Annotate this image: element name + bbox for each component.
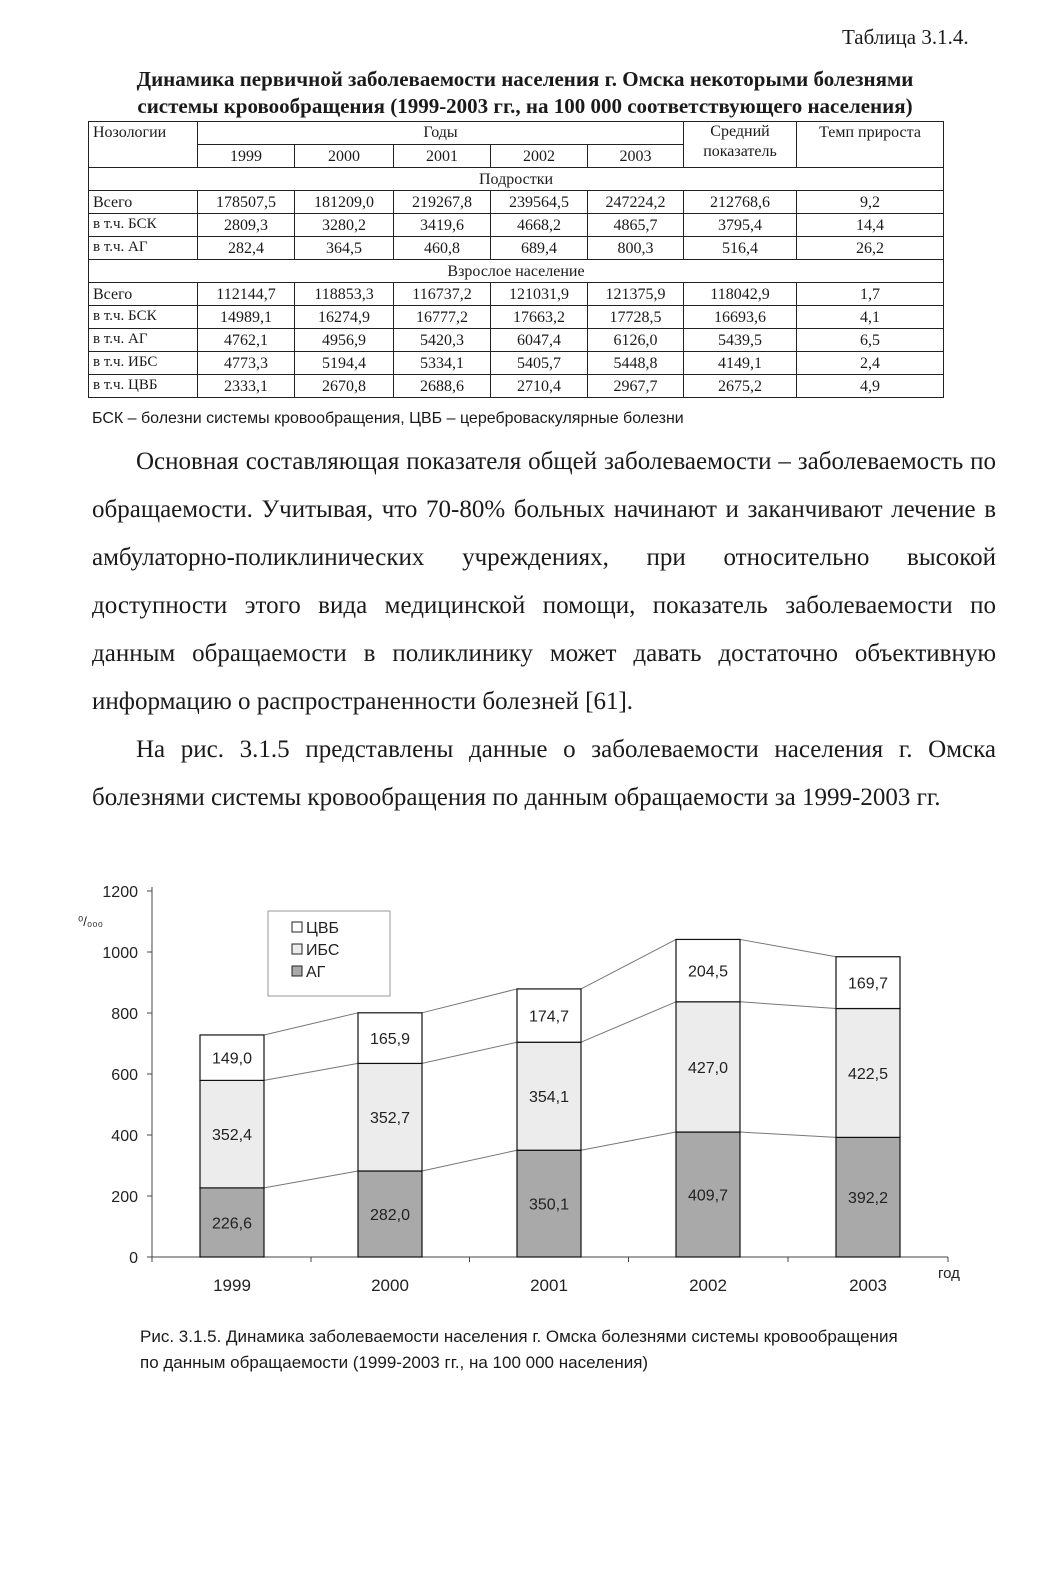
value-cell: 121375,9 bbox=[588, 283, 684, 306]
y-tick-label: 600 bbox=[111, 1067, 138, 1084]
y-tick-label: 1000 bbox=[102, 945, 138, 962]
average-cell: 516,4 bbox=[684, 237, 797, 260]
value-cell: 4956,9 bbox=[295, 329, 394, 352]
value-cell: 4773,3 bbox=[198, 352, 295, 375]
value-cell: 2670,8 bbox=[295, 375, 394, 398]
average-cell: 2675,2 bbox=[684, 375, 797, 398]
bar-value-label: 169,7 bbox=[847, 975, 889, 993]
y-axis-unit-label: ⁰/₀₀₀ bbox=[78, 914, 104, 929]
row-label: в т.ч. БСК bbox=[89, 306, 198, 329]
section-title: Взрослое население bbox=[89, 260, 944, 283]
bar-value-label: 409,7 bbox=[687, 1187, 729, 1205]
legend-entry: ЦВБ bbox=[306, 920, 340, 937]
growth-cell: 6,5 bbox=[797, 329, 944, 352]
bar-value-label: 422,5 bbox=[847, 1065, 889, 1083]
x-category-label: 1999 bbox=[213, 1276, 251, 1295]
value-cell: 3419,6 bbox=[394, 214, 491, 237]
figure-caption: Рис. 3.1.5. Динамика заболеваемости населения г. Омска болезнями системы кровообращения по данным обращаемости (1999-2003 гг., на 100 000 населения) bbox=[140, 1327, 898, 1372]
header-years: Годы bbox=[198, 122, 684, 145]
value-cell: 121031,9 bbox=[491, 283, 588, 306]
table-caption-line-1: Динамика первичной заболеваемости населения г. Омска некоторыми болезнями bbox=[136, 67, 914, 91]
row-label: в т.ч. ИБС bbox=[89, 352, 198, 375]
value-cell: 178507,5 bbox=[198, 191, 295, 214]
table-row bbox=[89, 375, 944, 398]
value-cell: 14989,1 bbox=[198, 306, 295, 329]
bar-value-label: 350,1 bbox=[528, 1196, 570, 1214]
growth-cell: 14,4 bbox=[797, 214, 944, 237]
table-row bbox=[89, 352, 944, 375]
value-cell: 6047,4 bbox=[491, 329, 588, 352]
series-connector-line bbox=[264, 1063, 358, 1080]
row-label: Всего bbox=[89, 283, 198, 306]
series-connector-line bbox=[581, 939, 676, 989]
growth-cell: 9,2 bbox=[797, 191, 944, 214]
growth-cell: 4,9 bbox=[797, 375, 944, 398]
bar-value-label: 392,2 bbox=[847, 1190, 889, 1208]
x-category-label: 2001 bbox=[530, 1276, 568, 1295]
growth-cell: 4,1 bbox=[797, 306, 944, 329]
y-tick-label: 400 bbox=[111, 1128, 138, 1145]
table-footnote: БСК – болезни системы кровообращения, ЦВБ – цереброваскулярные болезни bbox=[92, 410, 684, 427]
bar-value-label: 427,0 bbox=[687, 1059, 729, 1077]
row-label: Всего bbox=[89, 191, 198, 214]
average-cell: 118042,9 bbox=[684, 283, 797, 306]
value-cell: 5334,1 bbox=[394, 352, 491, 375]
value-cell: 4668,2 bbox=[491, 214, 588, 237]
header-nosology: Нозологии bbox=[89, 122, 198, 168]
table-caption bbox=[60, 66, 990, 120]
value-cell: 689,4 bbox=[491, 237, 588, 260]
legend-swatch bbox=[292, 944, 302, 954]
y-tick-label: 800 bbox=[111, 1006, 138, 1023]
value-cell: 5194,4 bbox=[295, 352, 394, 375]
header-average: Средний показатель bbox=[684, 122, 797, 168]
average-cell: 16693,6 bbox=[684, 306, 797, 329]
legend-swatch bbox=[292, 966, 302, 976]
paragraph-1: Основная составляющая показателя общей заболеваемости – заболеваемость по обращаемости. Учитывая, что 70-80% больных начинают и заканчивают лечение в амбулаторно-поликлинических учреждениях, при относительно высокой доступности этого вида медицинской помощи, показатель заболеваемости по данным обращаемости в поликлинику может давать достаточно объективную информацию о распространенности болезней [61]. bbox=[92, 448, 996, 715]
growth-cell: 26,2 bbox=[797, 237, 944, 260]
value-cell: 364,5 bbox=[295, 237, 394, 260]
header-year: 1999 bbox=[198, 145, 295, 168]
value-cell: 4762,1 bbox=[198, 329, 295, 352]
bar-value-label: 149,0 bbox=[211, 1050, 253, 1068]
legend-entry: ИБС bbox=[306, 942, 340, 959]
series-connector-line bbox=[740, 1002, 836, 1009]
header-year: 2003 bbox=[588, 145, 684, 168]
section-title: Подростки bbox=[89, 168, 944, 191]
table-row bbox=[89, 306, 944, 329]
series-connector-line bbox=[581, 1002, 676, 1042]
series-connector-line bbox=[422, 1042, 517, 1063]
table-caption-line-2: системы кровообращения (1999-2003 гг., на 100 000 соответствующего населения) bbox=[137, 94, 913, 118]
value-cell: 181209,0 bbox=[295, 191, 394, 214]
value-cell: 247224,2 bbox=[588, 191, 684, 214]
average-cell: 3795,4 bbox=[684, 214, 797, 237]
stacked-bar-chart bbox=[70, 876, 970, 1316]
value-cell: 17728,5 bbox=[588, 306, 684, 329]
value-cell: 112144,7 bbox=[198, 283, 295, 306]
bar-value-label: 352,7 bbox=[369, 1110, 411, 1128]
paragraph-2: На рис. 3.1.5 представлены данные о заболеваемости населения г. Омска болезнями системы кровообращения по данным обращаемости за 1999-2003 гг. bbox=[92, 736, 996, 811]
morbidity-table bbox=[88, 121, 944, 398]
value-cell: 460,8 bbox=[394, 237, 491, 260]
header-year: 2001 bbox=[394, 145, 491, 168]
table-row bbox=[89, 214, 944, 237]
value-cell: 239564,5 bbox=[491, 191, 588, 214]
value-cell: 2809,3 bbox=[198, 214, 295, 237]
bar-value-label: 165,9 bbox=[369, 1031, 411, 1049]
bar-value-label: 352,4 bbox=[211, 1127, 253, 1145]
row-label: в т.ч. ЦВБ bbox=[89, 375, 198, 398]
value-cell: 282,4 bbox=[198, 237, 295, 260]
average-cell: 4149,1 bbox=[684, 352, 797, 375]
row-label: в т.ч. БСК bbox=[89, 214, 198, 237]
bar-value-label: 354,1 bbox=[528, 1089, 570, 1107]
bar-value-label: 204,5 bbox=[687, 963, 729, 981]
series-connector-line bbox=[581, 1132, 676, 1150]
value-cell: 16777,2 bbox=[394, 306, 491, 329]
y-tick-label: 0 bbox=[129, 1250, 138, 1267]
table-row bbox=[89, 329, 944, 352]
bar-value-label: 226,6 bbox=[211, 1215, 253, 1233]
value-cell: 2688,6 bbox=[394, 375, 491, 398]
table-row bbox=[89, 283, 944, 306]
table-number-label: Таблица 3.1.4. bbox=[842, 25, 969, 49]
average-cell: 212768,6 bbox=[684, 191, 797, 214]
value-cell: 3280,2 bbox=[295, 214, 394, 237]
average-cell: 5439,5 bbox=[684, 329, 797, 352]
series-connector-line bbox=[422, 989, 517, 1013]
x-category-label: 2000 bbox=[371, 1276, 409, 1295]
series-connector-line bbox=[264, 1013, 358, 1035]
value-cell: 4865,7 bbox=[588, 214, 684, 237]
value-cell: 116737,2 bbox=[394, 283, 491, 306]
header-year: 2000 bbox=[295, 145, 394, 168]
x-category-label: 2002 bbox=[689, 1276, 727, 1295]
value-cell: 17663,2 bbox=[491, 306, 588, 329]
row-label: в т.ч. АГ bbox=[89, 237, 198, 260]
value-cell: 2710,4 bbox=[491, 375, 588, 398]
x-category-label: 2003 bbox=[849, 1276, 887, 1295]
row-label: в т.ч. АГ bbox=[89, 329, 198, 352]
x-axis-label: год bbox=[938, 1265, 960, 1282]
value-cell: 118853,3 bbox=[295, 283, 394, 306]
legend-entry: АГ bbox=[306, 964, 326, 981]
y-tick-label: 1200 bbox=[102, 884, 138, 901]
header-year: 2002 bbox=[491, 145, 588, 168]
value-cell: 16274,9 bbox=[295, 306, 394, 329]
growth-cell: 2,4 bbox=[797, 352, 944, 375]
header-growth-rate: Темп прироста bbox=[797, 122, 944, 168]
growth-cell: 1,7 bbox=[797, 283, 944, 306]
y-tick-label: 200 bbox=[111, 1189, 138, 1206]
table-row bbox=[89, 191, 944, 214]
series-connector-line bbox=[422, 1150, 517, 1171]
value-cell: 2967,7 bbox=[588, 375, 684, 398]
value-cell: 6126,0 bbox=[588, 329, 684, 352]
chart-legend bbox=[268, 911, 390, 996]
bar-value-label: 174,7 bbox=[528, 1008, 570, 1026]
table-row bbox=[89, 237, 944, 260]
legend-swatch bbox=[292, 922, 302, 932]
value-cell: 219267,8 bbox=[394, 191, 491, 214]
value-cell: 2333,1 bbox=[198, 375, 295, 398]
bar-value-label: 282,0 bbox=[369, 1206, 411, 1224]
value-cell: 800,3 bbox=[588, 237, 684, 260]
value-cell: 5448,8 bbox=[588, 352, 684, 375]
value-cell: 5405,7 bbox=[491, 352, 588, 375]
value-cell: 5420,3 bbox=[394, 329, 491, 352]
series-connector-line bbox=[740, 939, 836, 956]
series-connector-line bbox=[740, 1132, 836, 1137]
series-connector-line bbox=[264, 1171, 358, 1188]
